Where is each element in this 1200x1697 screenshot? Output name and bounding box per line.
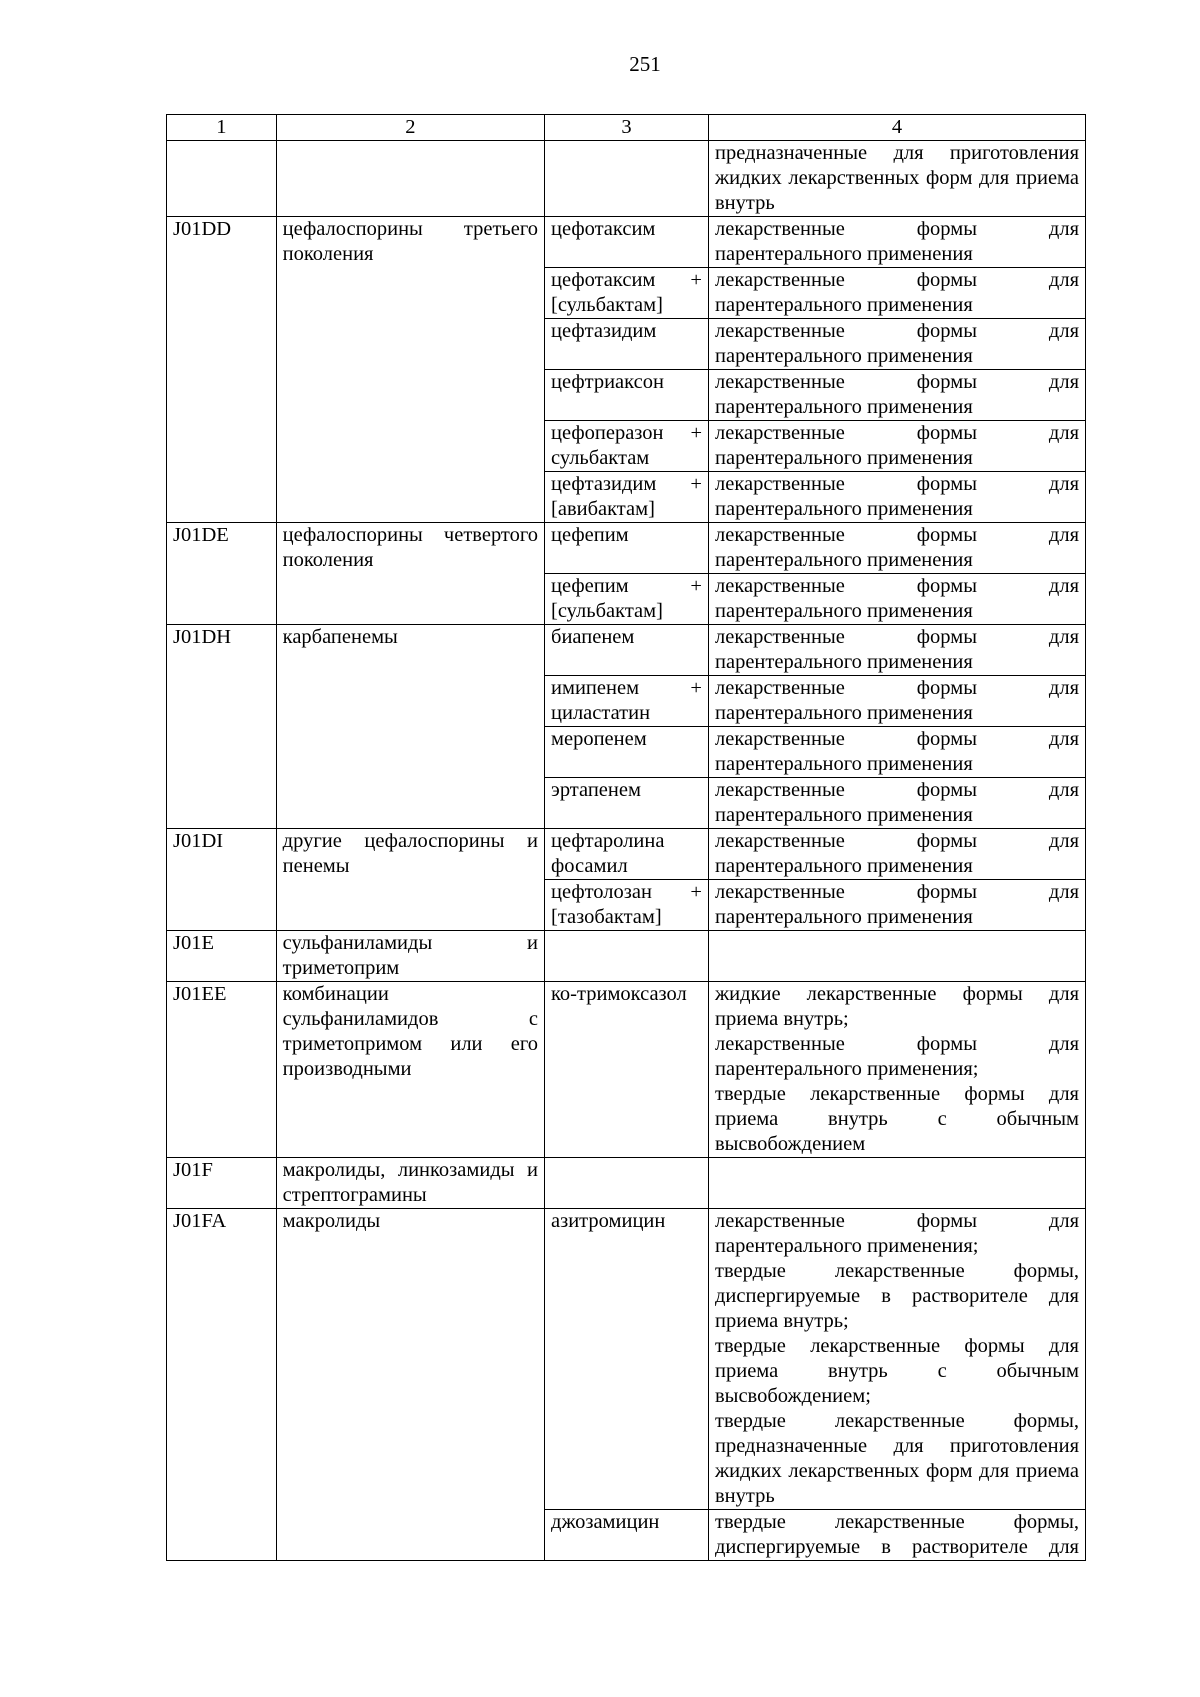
forms-cell	[709, 523, 1086, 574]
forms-cell	[709, 880, 1086, 931]
forms-cell	[709, 1158, 1086, 1209]
form-line: лекарственные формы для парентерального применения	[715, 371, 1079, 418]
drug-cell: цефтазидим	[545, 319, 709, 370]
group-cell: карбапенемы	[276, 625, 544, 829]
forms-cell	[709, 217, 1086, 268]
table-row	[167, 1209, 1086, 1510]
atc-code-cell: J01F	[167, 1158, 277, 1209]
form-line: лекарственные формы для парентерального применения	[715, 269, 1079, 316]
forms-cell	[709, 676, 1086, 727]
form-line: твердые лекарственные формы, предназначенные для приготовления жидких лекарственных форм для приема внутрь	[715, 1410, 1079, 1507]
table-row	[167, 931, 1086, 982]
form-line: лекарственные формы для парентерального применения;	[715, 1033, 1079, 1080]
table-header-row	[167, 115, 1086, 141]
forms-cell	[709, 421, 1086, 472]
forms-cell	[709, 931, 1086, 982]
form-line: лекарственные формы для парентерального применения	[715, 677, 1079, 724]
atc-code-cell: J01DE	[167, 523, 277, 625]
forms-cell	[709, 829, 1086, 880]
forms-cell	[709, 141, 1086, 217]
form-line: лекарственные формы для парентерального применения;	[715, 1210, 1079, 1257]
atc-code-cell	[167, 141, 277, 217]
table-row	[167, 1158, 1086, 1209]
forms-cell	[709, 982, 1086, 1158]
drug-cell: цефотаксим + [сульбактам]	[545, 268, 709, 319]
form-line: предназначенные для приготовления жидких лекарственных форм для приема внутрь	[715, 142, 1079, 214]
forms-cell	[709, 727, 1086, 778]
drug-table	[166, 114, 1086, 1561]
drug-cell: цефтаролина фосамил	[545, 829, 709, 880]
table-row	[167, 625, 1086, 676]
forms-cell	[709, 1209, 1086, 1510]
forms-cell	[709, 625, 1086, 676]
form-line: твердые лекарственные формы, диспергируемые в растворителе для приема внутрь;	[715, 1260, 1079, 1332]
table-row	[167, 523, 1086, 574]
header-cell: 1	[167, 115, 277, 141]
drug-cell: цефепим	[545, 523, 709, 574]
form-line: лекарственные формы для парентерального применения	[715, 881, 1079, 928]
form-line: лекарственные формы для парентерального применения	[715, 779, 1079, 826]
drug-cell: цефтазидим + [авибактам]	[545, 472, 709, 523]
forms-cell	[709, 778, 1086, 829]
header-cell: 2	[276, 115, 544, 141]
drug-cell: цефтолозан + [тазобактам]	[545, 880, 709, 931]
header-cell: 4	[709, 115, 1086, 141]
forms-cell	[709, 319, 1086, 370]
drug-cell: джозамицин	[545, 1510, 709, 1561]
table-row	[167, 217, 1086, 268]
atc-code-cell: J01DD	[167, 217, 277, 523]
atc-code-cell: J01E	[167, 931, 277, 982]
drug-cell: меропенем	[545, 727, 709, 778]
form-line: лекарственные формы для парентерального применения	[715, 830, 1079, 877]
table-row	[167, 829, 1086, 880]
drug-cell: азитромицин	[545, 1209, 709, 1510]
form-line: лекарственные формы для парентерального применения	[715, 320, 1079, 367]
group-cell: цефалоспорины четвертого поколения	[276, 523, 544, 625]
drug-cell: эртапенем	[545, 778, 709, 829]
drug-cell: цефотаксим	[545, 217, 709, 268]
group-cell: сульфаниламиды и триметоприм	[276, 931, 544, 982]
atc-code-cell: J01DH	[167, 625, 277, 829]
form-line: лекарственные формы для парентерального применения	[715, 728, 1079, 775]
drug-cell: ко-тримоксазол	[545, 982, 709, 1158]
drug-cell: цефоперазон + сульбактам	[545, 421, 709, 472]
form-line: лекарственные формы для парентерального применения	[715, 218, 1079, 265]
form-line: жидкие лекарственные формы для приема внутрь;	[715, 983, 1079, 1030]
forms-cell	[709, 268, 1086, 319]
form-line: твердые лекарственные формы для приема внутрь с обычным высвобождением	[715, 1083, 1079, 1155]
drug-cell: имипенем + циластатин	[545, 676, 709, 727]
forms-cell	[709, 1510, 1086, 1561]
forms-cell	[709, 574, 1086, 625]
form-line: лекарственные формы для парентерального применения	[715, 473, 1079, 520]
drug-cell: цефтриаксон	[545, 370, 709, 421]
form-line: лекарственные формы для парентерального применения	[715, 422, 1079, 469]
form-line: лекарственные формы для парентерального применения	[715, 524, 1079, 571]
form-line: лекарственные формы для парентерального применения	[715, 575, 1079, 622]
header-cell: 3	[545, 115, 709, 141]
drug-cell: биапенем	[545, 625, 709, 676]
form-line: лекарственные формы для парентерального применения	[715, 626, 1079, 673]
atc-code-cell: J01DI	[167, 829, 277, 931]
atc-code-cell: J01EE	[167, 982, 277, 1158]
group-cell: другие цефалоспорины и пенемы	[276, 829, 544, 931]
group-cell: комбинации сульфаниламидов с триметопримом или его производными	[276, 982, 544, 1158]
group-cell: цефалоспорины третьего поколения	[276, 217, 544, 523]
drug-cell	[545, 931, 709, 982]
group-cell: макролиды, линкозамиды и стрептограмины	[276, 1158, 544, 1209]
group-cell	[276, 141, 544, 217]
forms-cell	[709, 472, 1086, 523]
atc-code-cell: J01FA	[167, 1209, 277, 1561]
drug-cell	[545, 1158, 709, 1209]
group-cell: макролиды	[276, 1209, 544, 1561]
drug-cell	[545, 141, 709, 217]
drug-cell: цефепим + [сульбактам]	[545, 574, 709, 625]
forms-cell	[709, 370, 1086, 421]
table-row	[167, 982, 1086, 1158]
form-line: твердые лекарственные формы для приема внутрь с обычным высвобождением;	[715, 1335, 1079, 1407]
form-line: твердые лекарственные формы, диспергируемые в растворителе для	[715, 1511, 1079, 1558]
table-row	[167, 141, 1086, 217]
page-number: 251	[629, 52, 661, 76]
